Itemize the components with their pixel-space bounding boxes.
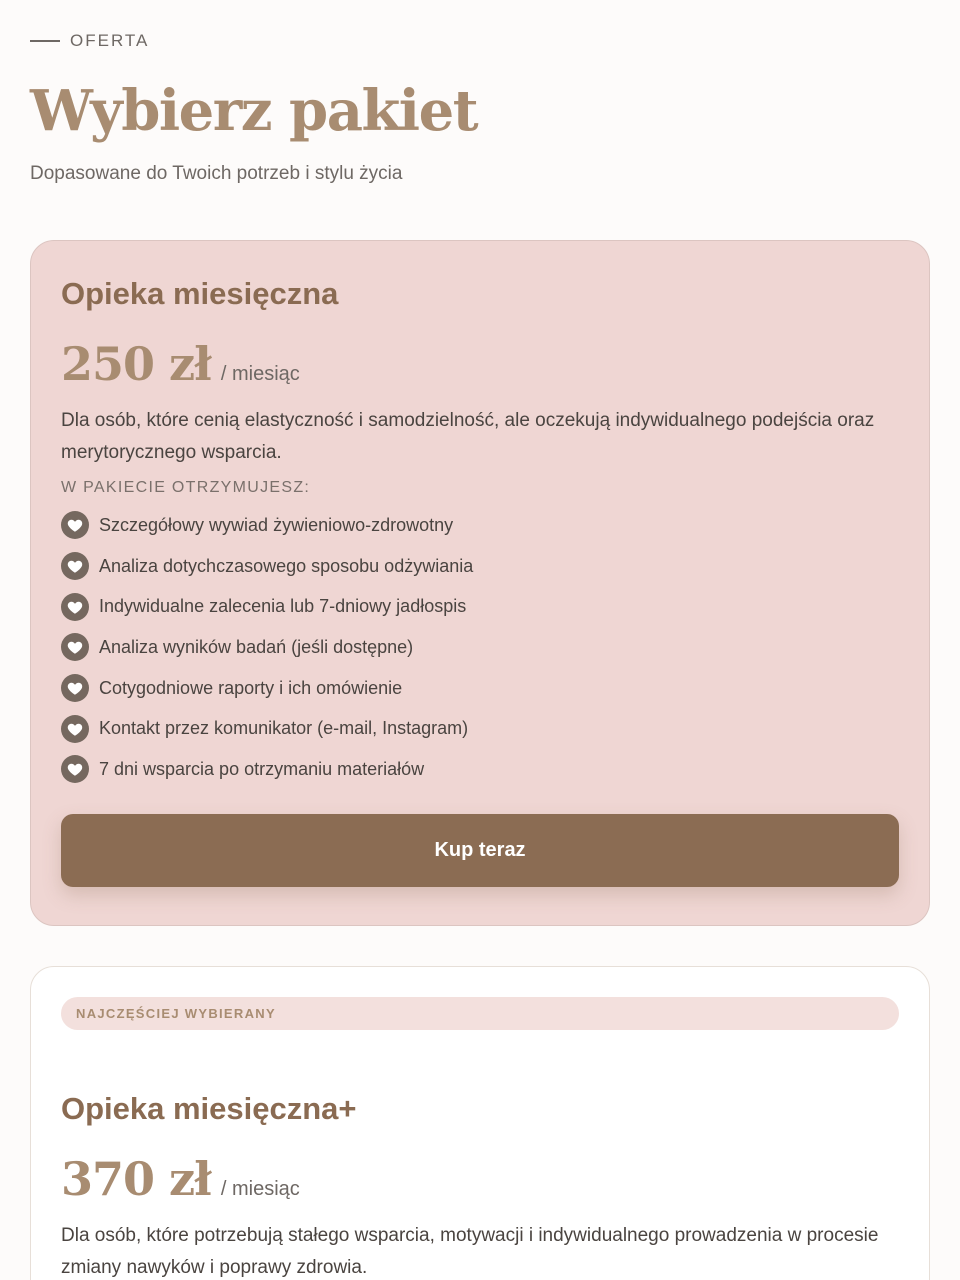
feature-item	[61, 546, 899, 587]
heart-icon	[61, 552, 89, 580]
plan-period: / miesiąc	[220, 1178, 300, 1200]
page-subtitle: Dopasowane do Twoich potrzeb i stylu życia	[30, 163, 403, 184]
feature-item	[61, 749, 899, 790]
page-title: Wybierz pakiet	[30, 78, 478, 144]
feature-text: Kontakt przez komunikator (e-mail, Instagram)	[99, 718, 469, 739]
heart-icon	[61, 755, 89, 783]
plan-price: 250 zł	[61, 337, 211, 391]
heart-icon	[61, 674, 89, 702]
plan-description: Dla osób, które cenią elastyczność i samodzielność, ale oczekują indywidualnego podejścia oraz merytorycznego wsparcia.	[61, 410, 875, 463]
feature-text: Indywidualne zalecenia lub 7-dniowy jadłospis	[99, 596, 467, 617]
feature-text: Analiza wyników badań (jeśli dostępne)	[99, 636, 414, 657]
plan-card-monthly-plus	[30, 966, 930, 1280]
most-popular-badge: NAJCZĘŚCIEJ WYBIERANY	[61, 997, 899, 1030]
buy-now-button[interactable]: Kup teraz	[61, 814, 899, 887]
plan-name: Opieka miesięczna+	[61, 1091, 357, 1126]
plan-card-monthly	[30, 240, 930, 926]
section-eyebrow	[30, 31, 930, 51]
feature-item	[61, 668, 899, 709]
plan-name: Opieka miesięczna	[61, 276, 339, 311]
plan-price: 370 zł	[61, 1152, 211, 1206]
feature-text: 7 dni wsparcia po otrzymaniu materiałów	[99, 758, 425, 779]
plan-period: / miesiąc	[220, 363, 300, 385]
feature-text: Analiza dotychczasowego sposobu odżywiania	[99, 555, 474, 576]
pricing-page	[0, 31, 960, 1280]
heart-icon	[61, 633, 89, 661]
heart-icon	[61, 593, 89, 621]
eyebrow-line	[30, 40, 60, 42]
feature-item	[61, 627, 899, 668]
heart-icon	[61, 715, 89, 743]
included-label: W PAKIECIE OTRZYMUJESZ:	[61, 479, 311, 496]
feature-text: Cotygodniowe raporty i ich omówienie	[99, 677, 403, 698]
feature-text: Szczegółowy wywiad żywieniowo-zdrowotny	[99, 514, 454, 535]
heart-icon	[61, 511, 89, 539]
feature-list	[61, 505, 899, 790]
eyebrow-label: OFERTA	[70, 31, 150, 50]
feature-item	[61, 708, 899, 749]
plan-description: Dla osób, które potrzebują stałego wsparcia, motywacji i indywidualnego prowadzenia w procesie zmiany nawyków i poprawy zdrowia.	[61, 1225, 879, 1278]
price-row	[61, 1152, 899, 1206]
feature-item	[61, 586, 899, 627]
price-row	[61, 337, 899, 391]
feature-item	[61, 505, 899, 546]
